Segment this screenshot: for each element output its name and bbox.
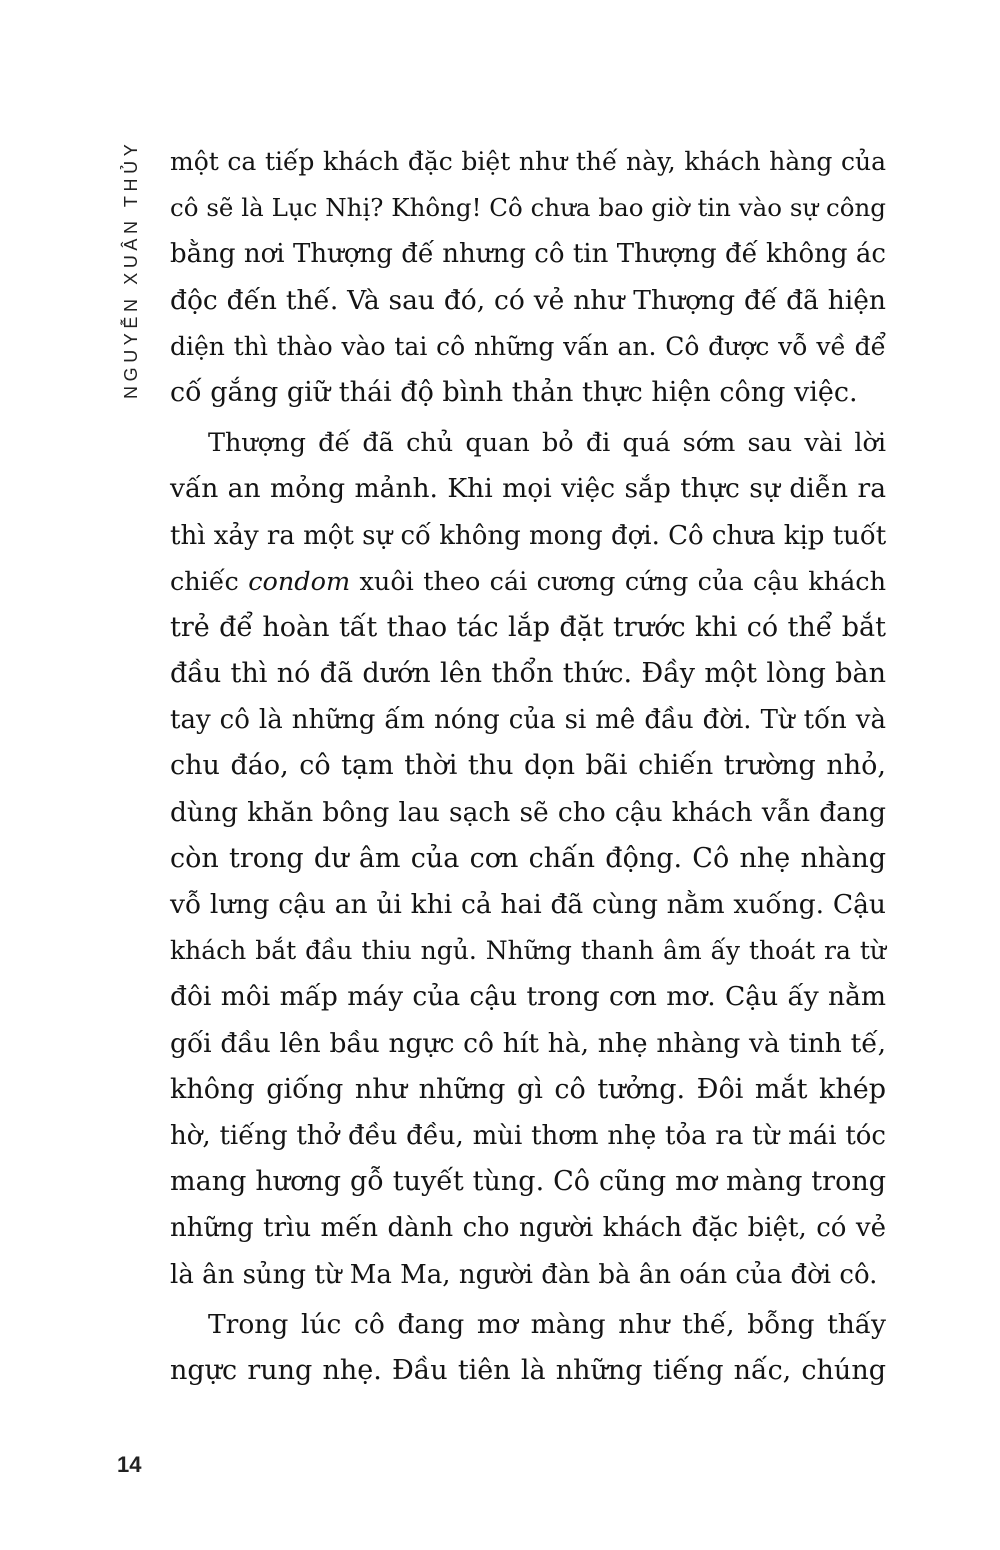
text-line: cố gắng giữ thái độ bình thản thực hiện công việc. [170,376,858,408]
body-text [170,139,886,1394]
text-line: những trìu mến dành cho người khách đặc biệt, có vẻ [170,1213,886,1244]
text-line: khách bắt đầu thiu ngủ. Những thanh âm ấy thoát ra từ [170,936,886,966]
text-line: cô sẽ là Lục Nhị? Không! Cô chưa bao giờ tin vào sự công [170,193,886,223]
text-line-with-italic [170,559,886,605]
text-run: chiếc [170,566,239,597]
text-line: không giống như những gì cô tưởng. Đôi mắt khép [170,1073,886,1105]
italic-term: condom [248,566,351,597]
text-line: tay cô là những ấm nóng của si mê đầu đời. Từ tốn và [170,705,886,736]
page-number: 14 [117,1452,142,1477]
text-run: xuôi theo cái cương cứng của cậu khách [359,566,886,597]
text-line: một ca tiếp khách đặc biệt như thế này, khách hàng của [170,147,886,176]
text-line: vỗ lưng cậu an ủi khi cả hai đã cùng nằm xuống. Cậu [170,889,886,920]
paragraph-3 [170,1302,886,1394]
text-line: gối đầu lên bầu ngực cô hít hà, nhẹ nhàng và tinh tế, [170,1027,886,1059]
text-line: trẻ để hoàn tất thao tác lắp đặt trước khi có thể bắt [170,611,886,643]
text-line: độc đến thế. Và sau đó, có vẻ như Thượng đế đã hiện [170,284,886,316]
text-line: dùng khăn bông lau sạch sẽ cho cậu khách vẫn đang [170,796,886,828]
text-line: ngực rung nhẹ. Đầu tiên là những tiếng nấc, chúng [170,1354,886,1386]
text-line: diện thì thào vào tai cô những vấn an. Cô được vỗ về để [170,331,886,361]
text-line: vấn an mỏng mảnh. Khi mọi việc sắp thực sự diễn ra [170,473,886,505]
running-head-author: NGUYỄN XUÂN THỦY [121,139,141,399]
running-head [116,139,146,399]
text-line: Trong lúc cô đang mơ màng như thế, bỗng thấy [208,1308,886,1340]
text-line: chu đáo, cô tạm thời thu dọn bãi chiến trường nhỏ, [170,750,886,782]
text-line: đầu thì nó đã dướn lên thổn thức. Đầy một lòng bàn [170,658,886,690]
text-line: bằng nơi Thượng đế nhưng cô tin Thượng đế không ác [170,239,886,270]
text-line: đôi môi mấp máy của cậu trong cơn mơ. Cậu ấy nằm [170,981,886,1013]
paragraph-2 [170,420,886,1298]
text-line: mang hương gỗ tuyết tùng. Cô cũng mơ màng trong [170,1166,886,1198]
text-line: hờ, tiếng thở đều đều, mùi thơm nhẹ tỏa ra từ mái tóc [170,1120,886,1151]
text-line: là ân sủng từ Ma Ma, người đàn bà ân oán của đời cô. [170,1259,878,1290]
text-line: Thượng đế đã chủ quan bỏ đi quá sớm sau vài lời [208,428,886,459]
text-line: còn trong dư âm của cơn chấn động. Cô nhẹ nhàng [170,842,886,874]
text-line: thì xảy ra một sự cố không mong đợi. Cô chưa kịp tuốt [170,520,887,551]
paragraph-1 [170,139,886,416]
